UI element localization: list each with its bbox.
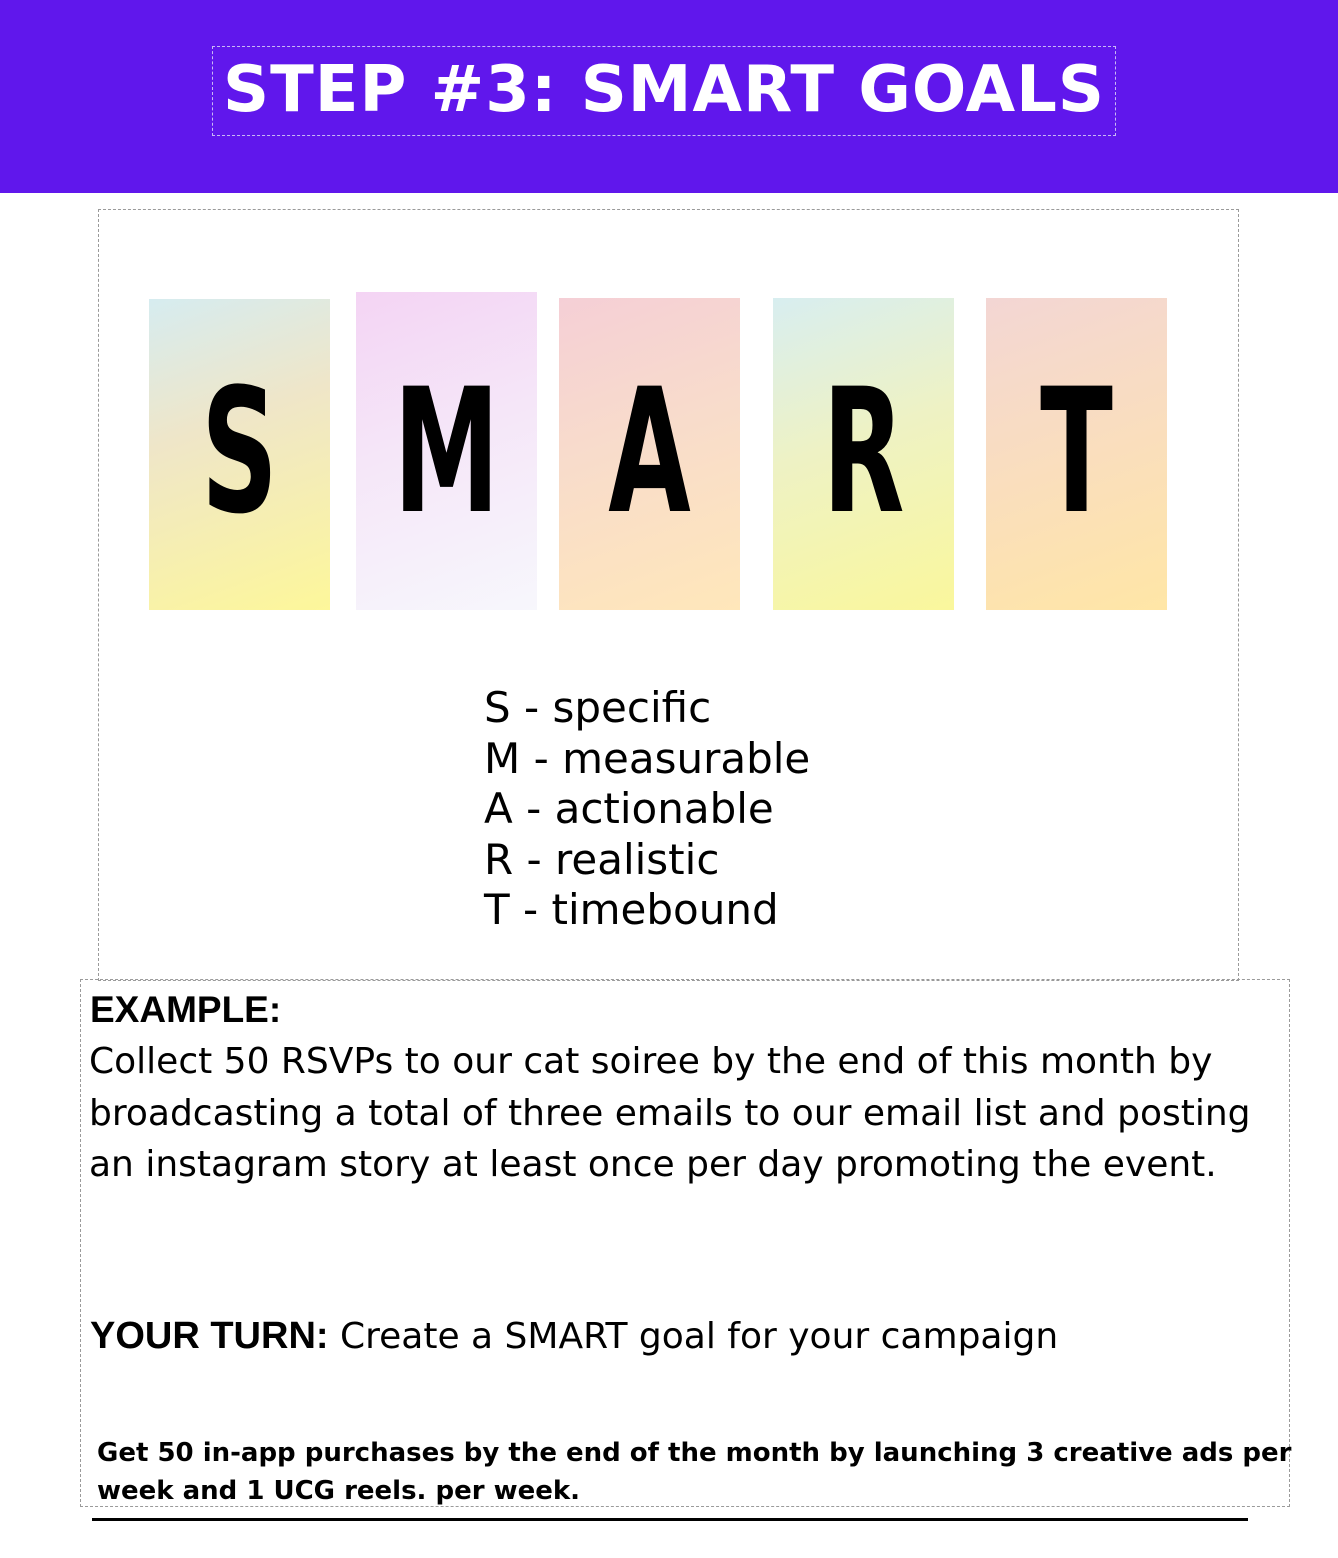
smart-letter: R	[822, 351, 905, 552]
title-textbox[interactable]	[212, 46, 1116, 136]
header-banner	[0, 0, 1338, 193]
legend-item-specific: S - specific	[484, 683, 712, 732]
legend-item-actionable: A - actionable	[484, 784, 774, 833]
your-turn-prompt: Create a SMART goal for your campaign	[328, 1316, 1059, 1357]
example-line: Collect 50 RSVPs to our cat soiree by the end of this month by	[89, 1041, 1213, 1082]
legend-item-timebound: T - timebound	[484, 885, 779, 934]
page-title: STEP #3: SMART GOALS	[223, 53, 1105, 127]
smart-letter: A	[608, 351, 691, 552]
answer-line: week and 1 UCG reels. per week.	[97, 1476, 581, 1506]
smart-legend	[484, 683, 810, 936]
example-line: an instagram story at least once per day promoting the event.	[89, 1144, 1217, 1185]
example-line: broadcasting a total of three emails to our email list and posting	[89, 1092, 1251, 1134]
smart-tile-s	[149, 299, 330, 610]
your-turn-label: YOUR TURN:	[90, 1315, 329, 1357]
your-turn-line	[90, 1313, 1058, 1360]
answer-line: Get 50 in-app purchases by the end of the month by launching 3 creative ads per	[97, 1438, 1292, 1468]
example-body	[89, 1036, 1284, 1191]
legend-item-measurable: M - measurable	[484, 733, 811, 783]
smart-tile-a	[559, 298, 740, 610]
answer-text[interactable]	[97, 1434, 1292, 1510]
answer-underline	[92, 1518, 1248, 1521]
example-heading: EXAMPLE:	[90, 989, 282, 1030]
legend-item-realistic: R - realistic	[484, 834, 720, 884]
smart-letter: M	[393, 351, 500, 552]
smart-tile-t	[986, 298, 1167, 610]
smart-tile-m	[356, 292, 537, 610]
smart-letter: T	[1040, 351, 1113, 552]
smart-letter: S	[201, 351, 278, 552]
smart-tile-r	[773, 298, 954, 610]
